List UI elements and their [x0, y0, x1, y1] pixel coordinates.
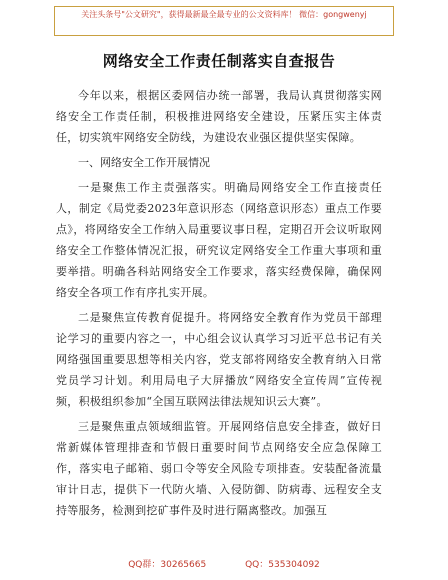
document-title: 网络安全工作责任制落实自查报告 — [102, 52, 336, 70]
paragraph-3: 三是聚焦重点领域细监管。开展网络信息安全排查，做好日常新媒体管理排查和节假日重要时间节点网络安全应急保障工作，落实电子邮箱、弱口令等安全风险专项排查。安装配备流量审计日志，提供下一代防火墙、入侵防御、防病毒、远程安全支持等服务，检测到挖矿事件及时进行隔离整改。加强互 — [56, 420, 382, 517]
footer — [0, 557, 448, 570]
section-heading: 一、网络安全工作开展情况 — [78, 156, 210, 169]
footer-qq-group: QQ群：30265665 — [128, 560, 207, 570]
paragraph-2: 二是聚焦宣传教育促提升。将网络安全教育作为党员干部理论学习的重要内容之一，中心组会议认真学习习近平总书记有关网络强国重要思想等相关内容，党支部将网络安全教育纳入日常党员学习计划。利用局电子大屏播放“网络安全宣传周”宣传视频，积极组织参加“全国互联网法律法规知识云大赛”。 — [56, 311, 382, 408]
banner-line1: 关注头条号"公文研究"，获得最新最全最专业的公文资料库！ 微信：gongwenyj — [81, 10, 367, 19]
document-body — [56, 44, 382, 525]
paragraph-1: 一是聚焦工作主责强落实。明确局网络安全工作直接责任人，制定《局党委2023年意识形态（网络意识形态）重点工作要点》，将网络安全工作纳入局重要议事日程，定期召开会议听取网络安全工作整体情况汇报，研究议定网络安全工作重大事项和重要举措。明确各科站网络安全工作要求，落实经费保障，确保网络安全各项工作有序扎实开展。 — [56, 181, 382, 299]
intro-paragraph: 今年以来，根据区委网信办统一部署，我局认真贯彻落实网络安全工作责任制，积极推进网络安全建设，压紧压实主体责任，切实筑牢网络安全防线，为建设农业强区提供坚实保障。 — [56, 89, 382, 144]
top-banner — [54, 6, 394, 36]
footer-qq: QQ：535304092 — [245, 560, 320, 570]
